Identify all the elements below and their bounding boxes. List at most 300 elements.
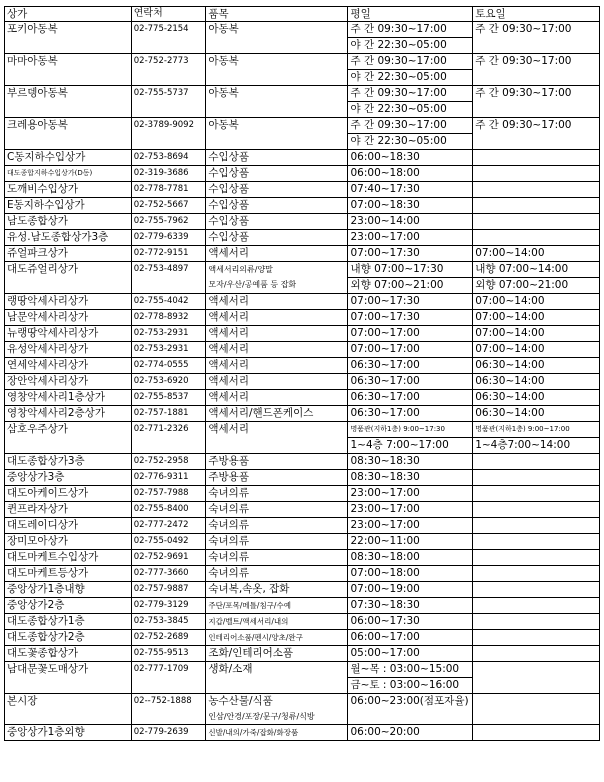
item-line: 숙녀의류 [208,567,249,579]
phone-cell: 02-772-9151 [131,246,206,262]
table-row [5,598,600,614]
weekday-hours-line: 23:00~17:00 [350,231,420,243]
weekday-hours-line: 07:00~17:00 [350,327,420,339]
item-line: 생화/소재 [208,663,253,675]
weekday-hours-cell [348,262,473,294]
item-cell [206,86,348,118]
item-cell [206,166,348,182]
item-cell [206,198,348,214]
store-name-cell: C동지하수입상가 [5,150,132,166]
phone-cell: 02-779-2639 [131,725,206,741]
table-row [5,614,600,630]
item-cell [206,310,348,326]
item-line: 액세서리 [208,359,249,371]
weekday-hours-cell [348,182,473,198]
saturday-hours-cell [473,214,600,230]
item-line: 액세서리/핸드폰케이스 [208,407,314,419]
item-line: 숙녀의류 [208,551,249,563]
phone-cell: 02-755-7962 [131,214,206,230]
phone-cell: 02-755-0492 [131,534,206,550]
saturday-hours-cell [473,662,600,694]
phone-cell: 02-779-6339 [131,230,206,246]
weekday-hours-cell [348,390,473,406]
table-row [5,406,600,422]
phone-cell: 02-752-2773 [131,54,206,86]
phone-cell: 02-755-9513 [131,646,206,662]
store-name-cell: 퀸프라자상가 [5,502,132,518]
weekday-hours-line: 23:00~17:00 [350,503,420,515]
weekday-hours-line: 07:00~17:00 [350,343,420,355]
weekday-hours-cell [348,54,473,86]
weekday-hours-cell [348,246,473,262]
item-cell [206,358,348,374]
weekday-hours-cell [348,86,473,118]
phone-cell: 02-3789-9092 [131,118,206,150]
saturday-hours-line: 외향 07:00~21:00 [473,277,599,293]
saturday-hours-cell [473,614,600,630]
weekday-hours-cell [348,662,473,694]
store-name-cell: 대도아케이드상가 [5,486,132,502]
weekday-hours-line: 외향 07:00~21:00 [348,277,472,293]
weekday-hours-cell [348,166,473,182]
item-cell [206,502,348,518]
table-row [5,22,600,54]
item-line: 아동복 [208,55,239,67]
store-name-cell: 대도레이디상가 [5,518,132,534]
table-row [5,454,600,470]
item-cell [206,486,348,502]
table-row [5,358,600,374]
item-line: 액세서리 [208,327,249,339]
saturday-hours-cell [473,118,600,150]
item-line: 액세서리 [208,391,249,403]
store-name-cell: 중앙상가1층외향 [5,725,132,741]
saturday-hours-cell [473,22,600,54]
item-cell [206,518,348,534]
weekday-hours-line: 야 간 22:30~05:00 [348,69,472,85]
item-cell [206,294,348,310]
weekday-hours-line: 월~목 : 03:00~15:00 [350,663,460,675]
weekday-hours-line: 08:30~18:30 [350,455,420,467]
saturday-hours-cell [473,246,600,262]
weekday-hours-line: 야 간 22:30~05:00 [348,37,472,53]
saturday-hours-cell [473,694,600,725]
weekday-hours-line: 07:30~18:30 [350,599,420,611]
item-cell [206,694,348,725]
table-body [5,22,600,741]
weekday-hours-line: 07:00~18:30 [350,199,420,211]
store-name-cell: 중앙상가2층 [5,598,132,614]
weekday-hours-cell [348,454,473,470]
saturday-hours-cell [473,470,600,486]
weekday-hours-line: 07:40~17:30 [350,183,420,195]
item-line: 주단/포목/메틀/침구/수예 [208,601,291,610]
item-cell [206,566,348,582]
weekday-hours-cell [348,470,473,486]
header-store: 상가 [5,7,132,22]
saturday-hours-cell [473,54,600,86]
saturday-hours-cell [473,422,600,454]
weekday-hours-line: 06:30~17:00 [350,391,420,403]
item-line: 액세서리 [208,375,249,387]
phone-cell: 02-778-7781 [131,182,206,198]
weekday-hours-line: 05:00~17:00 [350,647,420,659]
item-cell [206,582,348,598]
saturday-hours-cell [473,646,600,662]
store-name-cell: 대도쥬얼리상가 [5,262,132,294]
weekday-hours-cell [348,630,473,646]
table-row [5,662,600,694]
saturday-hours-line: 07:00~14:00 [475,247,545,259]
phone-cell: 02-753-2931 [131,326,206,342]
saturday-hours-cell [473,598,600,614]
weekday-hours-line: 22:00~11:00 [350,535,420,547]
store-name-cell: 영창악세사리2층상가 [5,406,132,422]
weekday-hours-line: 주 간 09:30~17:00 [350,119,447,131]
item-cell [206,54,348,86]
saturday-hours-cell [473,390,600,406]
item-cell [206,454,348,470]
saturday-hours-line: 06:30~14:00 [475,407,545,419]
phone-cell: 02-755-8537 [131,390,206,406]
item-line: 아동복 [208,87,239,99]
weekday-hours-cell [348,214,473,230]
weekday-hours-line: 07:00~19:00 [350,583,420,595]
store-name-cell: 장미모아상가 [5,534,132,550]
weekday-hours-cell [348,118,473,150]
phone-cell: 02-319-3686 [131,166,206,182]
weekday-hours-cell [348,422,473,454]
saturday-hours-line: 주 간 09:30~17:00 [475,23,572,35]
saturday-hours-line: 06:30~14:00 [475,375,545,387]
weekday-hours-line: 23:00~17:00 [350,487,420,499]
saturday-hours-cell [473,198,600,214]
item-line: 아동복 [208,23,239,35]
table-row [5,422,600,454]
weekday-hours-cell [348,230,473,246]
header-weekday: 평일 [348,7,473,22]
weekday-hours-line: 내향 07:00~17:30 [350,263,444,275]
weekday-hours-cell [348,150,473,166]
item-cell [206,230,348,246]
saturday-hours-cell [473,406,600,422]
weekday-hours-line: 명품관(지하1층) 9:00~17:30 [350,425,445,433]
saturday-hours-line: 주 간 09:30~17:00 [475,87,572,99]
table-row [5,246,600,262]
weekday-hours-cell [348,550,473,566]
weekday-hours-line: 주 간 09:30~17:00 [350,55,447,67]
weekday-hours-line: 08:30~18:00 [350,551,420,563]
item-cell [206,150,348,166]
store-name-cell: 삼호우주상가 [5,422,132,454]
saturday-hours-cell [473,342,600,358]
item-line: 수입상품 [208,151,249,163]
item-cell [206,662,348,694]
phone-cell: 02-757-7988 [131,486,206,502]
store-name-cell: 장안악세사리상가 [5,374,132,390]
saturday-hours-cell [473,262,600,294]
store-name-cell: 랭땅악세사리상가 [5,294,132,310]
weekday-hours-cell [348,694,473,725]
table-row [5,374,600,390]
item-cell [206,246,348,262]
store-name-cell: 대도마케트등상가 [5,566,132,582]
weekday-hours-line: 금~토 : 03:00~16:00 [348,677,472,693]
weekday-hours-cell [348,566,473,582]
saturday-hours-line: 07:00~14:00 [475,343,545,355]
item-cell [206,630,348,646]
phone-cell: 02-753-8694 [131,150,206,166]
saturday-hours-cell [473,534,600,550]
store-name-cell: E동지하수입상가 [5,198,132,214]
table-row [5,534,600,550]
saturday-hours-cell [473,550,600,566]
phone-cell: 02-775-2154 [131,22,206,54]
weekday-hours-line: 06:00~17:00 [350,631,420,643]
store-name-cell: 연세악세사리상가 [5,358,132,374]
phone-cell: 02-753-2931 [131,342,206,358]
table-row [5,86,600,118]
table-row [5,342,600,358]
saturday-hours-cell [473,150,600,166]
saturday-hours-cell [473,86,600,118]
table-row [5,470,600,486]
store-name-cell: 대도종합상가2층 [5,630,132,646]
store-hours-table [4,6,600,741]
saturday-hours-line: 07:00~14:00 [475,327,545,339]
weekday-hours-cell [348,326,473,342]
store-name-cell: 유성악세사리상가 [5,342,132,358]
weekday-hours-line: 06:00~20:00 [350,726,420,738]
item-cell [206,182,348,198]
weekday-hours-cell [348,518,473,534]
phone-cell: 02-755-8400 [131,502,206,518]
store-name-cell: 남문악세사리상가 [5,310,132,326]
saturday-hours-line: 06:30~14:00 [475,391,545,403]
weekday-hours-cell [348,22,473,54]
phone-cell: 02-752-2958 [131,454,206,470]
item-line: 액세서리 [208,423,249,435]
store-name-cell: 대도마케트수입상가 [5,550,132,566]
phone-cell: 02-755-5737 [131,86,206,118]
item-cell [206,598,348,614]
table-row [5,486,600,502]
header-saturday: 토요일 [473,7,600,22]
phone-cell: 02-778-8932 [131,310,206,326]
saturday-hours-line: 06:30~14:00 [475,359,545,371]
table-row [5,502,600,518]
table-row [5,566,600,582]
store-name-cell: 본시장 [5,694,132,725]
weekday-hours-line: 06:00~18:30 [350,151,420,163]
phone-cell: 02-771-2326 [131,422,206,454]
item-line: 모자/우산/공예품 등 잡화 [208,280,297,289]
item-cell [206,374,348,390]
weekday-hours-line: 06:30~17:00 [350,407,420,419]
table-row [5,725,600,741]
item-cell [206,214,348,230]
weekday-hours-line: 야 간 22:30~05:00 [348,101,472,117]
weekday-hours-line: 1~4층 7:00~17:00 [348,437,472,453]
table-row [5,54,600,86]
item-line: 숙녀의류 [208,535,249,547]
item-line: 액세서리 [208,295,249,307]
phone-cell: 02-757-1881 [131,406,206,422]
item-line: 숙녀의류 [208,503,249,515]
weekday-hours-line: 06:30~17:00 [350,375,420,387]
item-line: 인삼/안경/포장/문구/청류/식방 [208,712,315,721]
item-cell [206,342,348,358]
table-row [5,198,600,214]
header-row [5,7,600,22]
saturday-hours-cell [473,630,600,646]
saturday-hours-line: 07:00~14:00 [475,295,545,307]
weekday-hours-cell [348,582,473,598]
item-line: 주방용품 [208,455,249,467]
saturday-hours-cell [473,582,600,598]
item-cell [206,390,348,406]
saturday-hours-cell [473,326,600,342]
store-name-cell: 남도종합상가 [5,214,132,230]
weekday-hours-line: 06:00~17:30 [350,615,420,627]
item-cell [206,326,348,342]
item-line: 주방용품 [208,471,249,483]
item-cell [206,470,348,486]
phone-cell: 02-752-5667 [131,198,206,214]
weekday-hours-cell [348,534,473,550]
store-name-cell: 마마아동복 [5,54,132,86]
table-row [5,262,600,294]
item-cell [206,22,348,54]
weekday-hours-cell [348,406,473,422]
table-row [5,230,600,246]
saturday-hours-line: 07:00~14:00 [475,311,545,323]
table-row [5,150,600,166]
item-line: 숙녀의류 [208,519,249,531]
weekday-hours-cell [348,502,473,518]
weekday-hours-cell [348,646,473,662]
table-header [5,7,600,22]
item-cell [206,262,348,294]
weekday-hours-cell [348,294,473,310]
store-name-cell: 크레용아동복 [5,118,132,150]
weekday-hours-line: 23:00~14:00 [350,215,420,227]
weekday-hours-line: 07:00~17:30 [350,295,420,307]
table-row [5,694,600,725]
item-line: 숙녀복,속옷, 잡화 [208,583,290,595]
weekday-hours-line: 08:30~18:30 [350,471,420,483]
item-cell [206,550,348,566]
item-line: 조화/인테리어소품 [208,647,294,659]
item-cell [206,118,348,150]
store-name-cell: 대도종합상가3층 [5,454,132,470]
saturday-hours-cell [473,182,600,198]
saturday-hours-cell [473,566,600,582]
weekday-hours-line: 06:00~23:00(점포자율) [350,695,469,707]
weekday-hours-line: 07:00~17:30 [350,247,420,259]
weekday-hours-cell [348,486,473,502]
table-row [5,310,600,326]
store-name-cell: 남대문꽃도매상가 [5,662,132,694]
item-line: 수입상품 [208,231,249,243]
store-name-cell: 포키아동복 [5,22,132,54]
table-row [5,118,600,150]
weekday-hours-line: 07:00~18:00 [350,567,420,579]
item-line: 액세서리 [208,247,249,259]
weekday-hours-cell [348,374,473,390]
item-cell [206,534,348,550]
store-name-cell: 중앙상가3층 [5,470,132,486]
weekday-hours-cell [348,614,473,630]
phone-cell: 02-752-2689 [131,630,206,646]
phone-cell: 02-755-4042 [131,294,206,310]
saturday-hours-line: 내향 07:00~14:00 [475,263,569,275]
table-row [5,646,600,662]
item-line: 액세서리 [208,311,249,323]
item-cell [206,725,348,741]
saturday-hours-cell [473,518,600,534]
item-line: 수입상품 [208,183,249,195]
saturday-hours-cell [473,230,600,246]
weekday-hours-cell [348,342,473,358]
table-row [5,182,600,198]
saturday-hours-cell [473,294,600,310]
saturday-hours-line: 주 간 09:30~17:00 [475,55,572,67]
item-line: 지갑/벨트/액세서리/내의 [208,617,289,626]
item-line: 농수산물/식품 [208,695,273,707]
weekday-hours-line: 주 간 09:30~17:00 [350,23,447,35]
header-contact: 연락처 [131,7,206,22]
saturday-hours-cell [473,454,600,470]
phone-cell: 02-777-2472 [131,518,206,534]
saturday-hours-line: 주 간 09:30~17:00 [475,119,572,131]
item-line: 수입상품 [208,167,249,179]
phone-cell: 02-757-9887 [131,582,206,598]
weekday-hours-line: 주 간 09:30~17:00 [350,87,447,99]
table-row [5,550,600,566]
phone-cell: 02-777-3660 [131,566,206,582]
weekday-hours-line: 06:30~17:00 [350,359,420,371]
item-line: 숙녀의류 [208,487,249,499]
weekday-hours-line: 23:00~17:00 [350,519,420,531]
item-line: 수입상품 [208,199,249,211]
phone-cell: 02-753-3845 [131,614,206,630]
item-cell [206,614,348,630]
weekday-hours-cell [348,598,473,614]
item-cell [206,646,348,662]
saturday-hours-cell [473,358,600,374]
item-line: 인테리어소품/펜시/양초/완구 [208,633,303,642]
saturday-hours-line: 명품관(지하1층) 9:00~17:00 [475,425,570,433]
table-row [5,582,600,598]
weekday-hours-cell [348,198,473,214]
table-row [5,166,600,182]
phone-cell: 02--752-1888 [131,694,206,725]
saturday-hours-line: 1~4층7:00~14:00 [473,437,599,453]
table-row [5,518,600,534]
item-line: 액세서리 [208,343,249,355]
item-cell [206,406,348,422]
saturday-hours-cell [473,374,600,390]
item-line: 아동복 [208,119,239,131]
store-name-cell: 영창악세사리1층상가 [5,390,132,406]
saturday-hours-cell [473,725,600,741]
saturday-hours-cell [473,486,600,502]
phone-cell: 02-777-1709 [131,662,206,694]
store-name-cell: 쥬얼파크상가 [5,246,132,262]
table-row [5,294,600,310]
item-line: 신발/내의/가죽/잡화/화장품 [208,728,299,737]
